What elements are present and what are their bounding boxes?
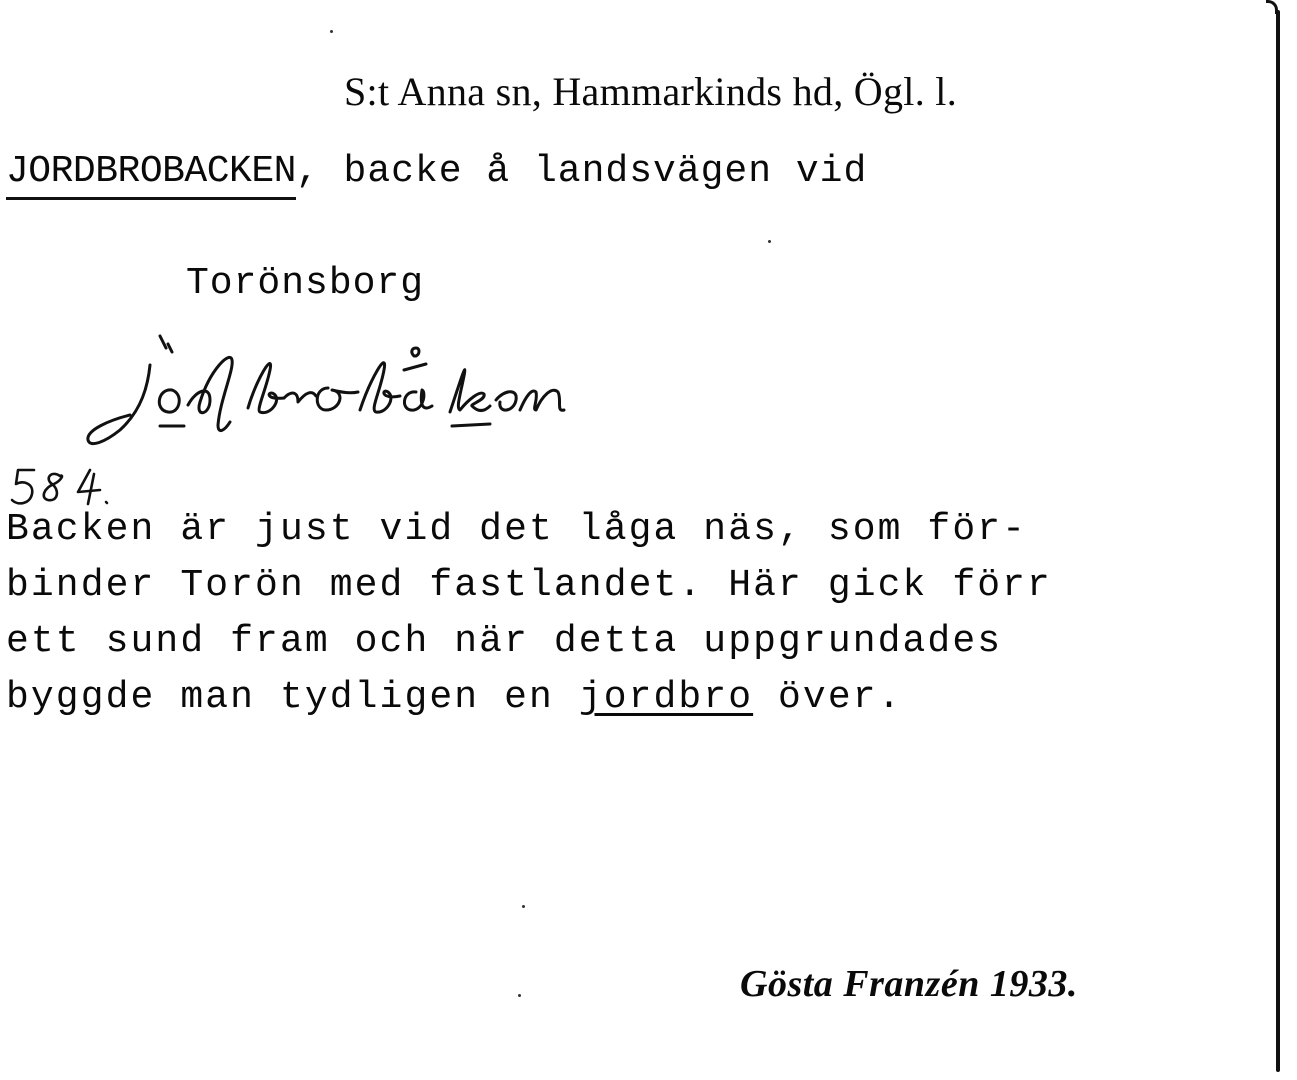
signature: Gösta Franzén 1933.	[740, 963, 1078, 1005]
scan-speck	[522, 905, 525, 908]
card-right-edge	[1276, 10, 1280, 1072]
scan-speck	[518, 994, 521, 997]
description-continuation: Torönsborg	[186, 262, 425, 305]
headword-description: , backe å landsvägen vid	[295, 150, 868, 193]
underlined-term: jordbro	[578, 676, 754, 719]
body-line-4-end: över.	[753, 676, 903, 719]
body-line-4	[6, 670, 1268, 726]
headword: JORDBROBACKEN	[6, 150, 296, 200]
parish-line: S:t Anna sn, Hammarkinds hd, Ögl. l.	[344, 69, 958, 114]
body-line-4-start: byggde man tydligen en	[6, 676, 579, 719]
body-line-2: binder Torön med fastlandet. Här gick förr	[6, 564, 1052, 607]
headword-line	[6, 150, 867, 200]
body-line-3: ett sund fram och när detta uppgrundades	[6, 620, 1003, 663]
body-line-1: Backen är just vid det låga näs, som för-	[6, 508, 1028, 551]
card-body-text	[6, 502, 1268, 726]
scan-speck	[768, 240, 771, 243]
scan-speck	[330, 30, 333, 33]
handwritten-pronunciation	[60, 330, 620, 460]
